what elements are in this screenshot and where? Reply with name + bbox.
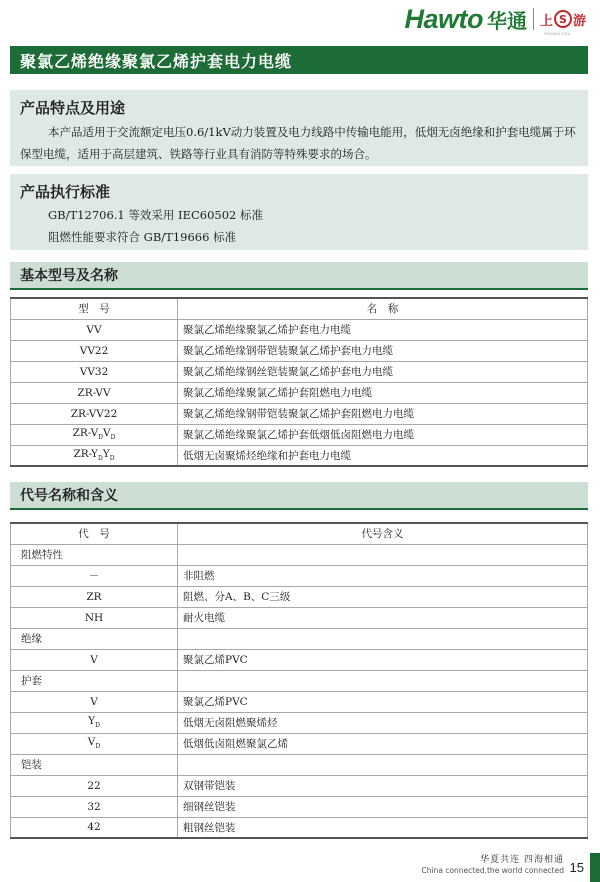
- model-prefix: ZR-V: [72, 427, 99, 440]
- model-cell: VV22: [11, 340, 178, 361]
- model-sub: D: [110, 434, 116, 442]
- features-box: [10, 90, 588, 166]
- column-header-code: 代 号: [11, 523, 178, 544]
- meaning-cell: 耐火电缆: [178, 607, 588, 628]
- name-cell: 聚氯乙烯绝缘聚氯乙烯护套电力电缆: [178, 319, 588, 340]
- footer: [422, 852, 564, 875]
- code-sub: D: [95, 722, 100, 730]
- code-sub: D: [95, 743, 101, 751]
- meaning-cell: 粗钢丝铠装: [178, 817, 588, 838]
- table-row: [11, 712, 588, 733]
- codes-title: 代号名称和含义: [20, 488, 118, 504]
- footer-slogan-en: China connected,the world connected: [421, 866, 564, 875]
- table-row: [11, 754, 588, 775]
- model-sub: D: [97, 455, 103, 463]
- table-row: [11, 424, 588, 445]
- codes-rule: [10, 508, 588, 510]
- page-number: 15: [569, 860, 584, 875]
- table-row: [11, 340, 588, 361]
- model-cell: VV: [11, 319, 178, 340]
- code-cell: [11, 733, 178, 754]
- features-text: 本产品适用于交流额定电压0.6/1kV动力装置及电力线路中传输电能用，低烟无卤绝缘和护套电缆属于环保型电缆，适用于高层建筑、铁路等行业具有消防等特殊要求的场合。: [20, 125, 576, 161]
- category-cell: 阻燃特性: [11, 544, 178, 565]
- table-row: [11, 649, 588, 670]
- table-row: [11, 691, 588, 712]
- partner-suffix: 游: [572, 13, 586, 29]
- table-row: [11, 733, 588, 754]
- name-cell: 聚氯乙烯绝缘钢带铠装聚氯乙烯护套阻燃电力电缆: [178, 403, 588, 424]
- code-cell: 42: [11, 817, 178, 838]
- model-cell: [11, 424, 178, 445]
- code-cell: －: [11, 565, 178, 586]
- meaning-cell: 低烟无卤阻燃聚烯烃: [178, 712, 588, 733]
- model-mid: Y: [102, 448, 110, 461]
- page-edge-tab: [590, 853, 600, 882]
- meaning-cell: [178, 670, 588, 691]
- meaning-cell: 聚氯乙烯PVC: [178, 691, 588, 712]
- table-row: [11, 565, 588, 586]
- category-cell: 铠装: [11, 754, 178, 775]
- partner-prefix: 上: [539, 13, 553, 29]
- table-row: [11, 361, 588, 382]
- code-cell: 32: [11, 796, 178, 817]
- meaning-cell: 双钢带铠装: [178, 775, 588, 796]
- brand-name: Hawto: [404, 3, 483, 34]
- column-header-name: 名 称: [178, 298, 588, 319]
- meaning-cell: [178, 754, 588, 775]
- table-row: [11, 607, 588, 628]
- code-main: V: [87, 736, 96, 749]
- table-row: [11, 445, 588, 466]
- footer-slogan-cn: 华夏共连 四海相通: [480, 855, 564, 865]
- model-sub: D: [109, 455, 115, 463]
- table-row: [11, 796, 588, 817]
- model-sub: D: [98, 434, 103, 442]
- model-mid: V: [102, 427, 111, 440]
- models-table: [10, 297, 588, 467]
- meaning-cell: 低烟低卤阻燃聚氯乙烯: [178, 733, 588, 754]
- codes-table: [10, 522, 588, 839]
- standards-line-2: 阻燃性能要求符合 GB/T19666 标准: [48, 230, 237, 244]
- meaning-cell: [178, 628, 588, 649]
- code-cell: V: [11, 691, 178, 712]
- partner-logo: [539, 10, 586, 36]
- code-cell: ZR: [11, 586, 178, 607]
- table-row: [11, 817, 588, 838]
- logo-divider: [533, 8, 534, 30]
- table-row: [11, 586, 588, 607]
- code-cell: [11, 712, 178, 733]
- model-cell: ZR-VV: [11, 382, 178, 403]
- code-cell: NH: [11, 607, 178, 628]
- meaning-cell: 细钢丝铠装: [178, 796, 588, 817]
- page-title: 聚氯乙烯绝缘聚氯乙烯护套电力电缆: [20, 51, 293, 71]
- name-cell: 聚氯乙烯绝缘聚氯乙烯护套低烟低卤阻燃电力电缆: [178, 424, 588, 445]
- table-row: [11, 319, 588, 340]
- code-cell: 22: [11, 775, 178, 796]
- standards-line-1: GB/T12706.1 等效采用 IEC60502 标准: [48, 208, 264, 222]
- table-row: [11, 544, 588, 565]
- brand-logo: [404, 3, 586, 36]
- meaning-cell: 聚氯乙烯PVC: [178, 649, 588, 670]
- model-prefix: ZR-Y: [73, 448, 98, 461]
- models-rule: [10, 288, 588, 290]
- model-cell: VV32: [11, 361, 178, 382]
- name-cell: 聚氯乙烯绝缘钢丝铠装聚氯乙烯护套电力电缆: [178, 361, 588, 382]
- meaning-cell: [178, 544, 588, 565]
- partner-mark-icon: S: [554, 10, 572, 28]
- partner-sub: SHANGYOU: [543, 30, 571, 36]
- table-row: [11, 628, 588, 649]
- codes-section-header: [10, 482, 588, 508]
- table-row: [11, 382, 588, 403]
- meaning-cell: 阻燃、分A、B、C三级: [178, 586, 588, 607]
- model-cell: [11, 445, 178, 466]
- table-header-row: [11, 523, 588, 544]
- table-header-row: [11, 298, 588, 319]
- page-title-bar: [10, 46, 588, 74]
- models-section-header: [10, 262, 588, 288]
- name-cell: 聚氯乙烯绝缘钢带铠装聚氯乙烯护套电力电缆: [178, 340, 588, 361]
- category-cell: 护套: [11, 670, 178, 691]
- model-cell: ZR-VV22: [11, 403, 178, 424]
- column-header-meaning: 代号含义: [178, 523, 588, 544]
- name-cell: 低烟无卤聚烯烃绝缘和护套电力电缆: [178, 445, 588, 466]
- models-title: 基本型号及名称: [20, 268, 118, 284]
- column-header-model: 型 号: [11, 298, 178, 319]
- name-cell: 聚氯乙烯绝缘聚氯乙烯护套阻燃电力电缆: [178, 382, 588, 403]
- code-cell: V: [11, 649, 178, 670]
- code-main: Y: [88, 715, 96, 728]
- category-cell: 绝缘: [11, 628, 178, 649]
- table-row: [11, 403, 588, 424]
- meaning-cell: 非阻燃: [178, 565, 588, 586]
- features-title: 产品特点及用途: [20, 99, 126, 117]
- standards-title: 产品执行标准: [20, 183, 111, 201]
- table-row: [11, 670, 588, 691]
- brand-cn: 华通: [486, 8, 527, 33]
- standards-box: [10, 174, 588, 250]
- table-row: [11, 775, 588, 796]
